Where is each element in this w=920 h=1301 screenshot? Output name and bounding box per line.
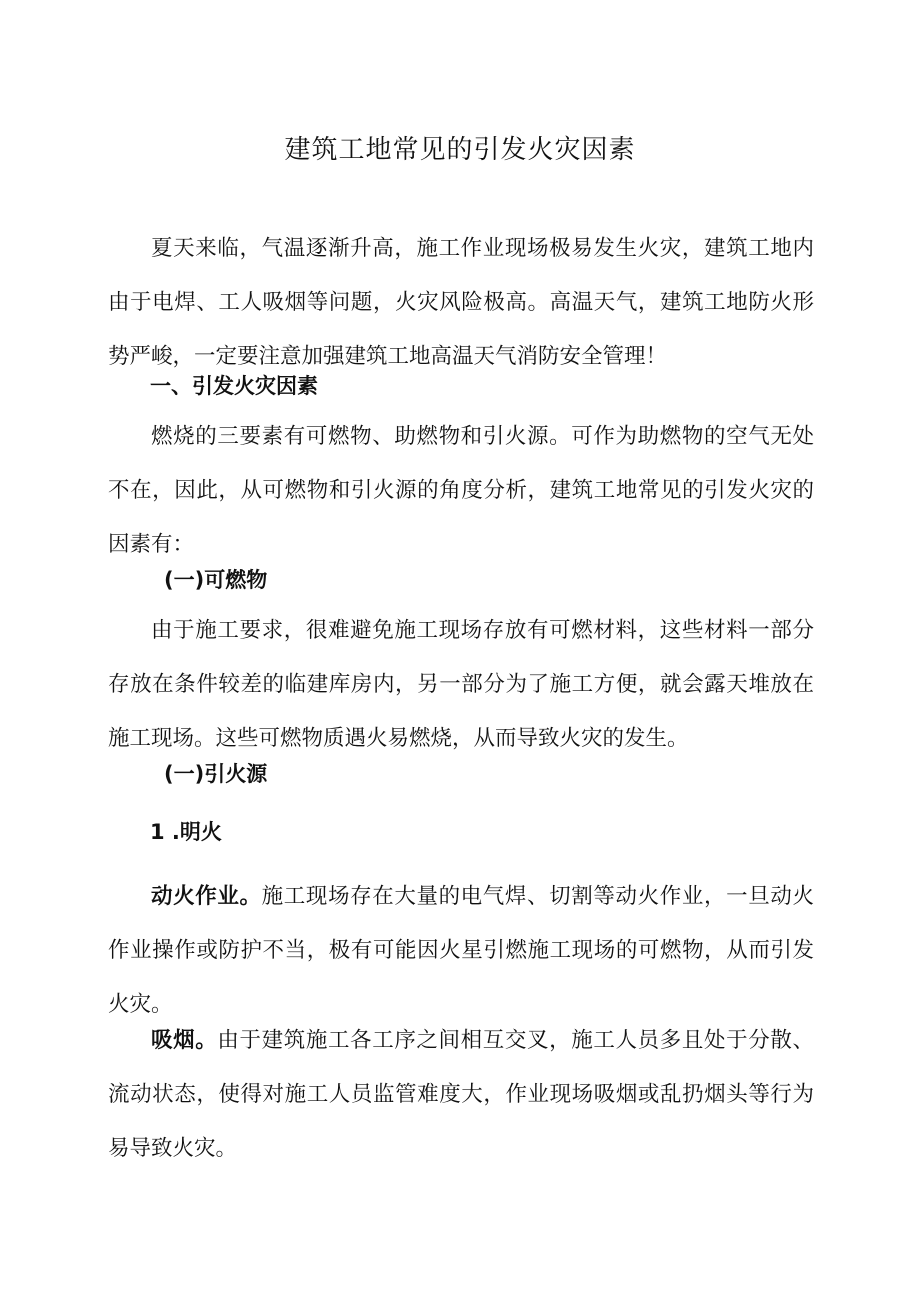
- paragraph-combustibles: 由于施工要求，很难避免施工现场存放有可燃材料，这些材料一部分存放在条件较差的临建库房内，另一部分为了施工方便，就会露天堆放在施工现场。这些可燃物质遇火易燃烧，从而导致火灾的发生。: [108, 618, 814, 751]
- text-smoking: 由于建筑施工各工序之间相互交叉，施工人员多且处于分散、流动状态，使得对施工人员监管难度大，作业现场吸烟或乱扔烟头等行为易导致火灾。: [108, 1028, 814, 1161]
- section-paragraph-combustion: 燃烧的三要素有可燃物、助燃物和引火源。可作为助燃物的空气无处不在，因此，从可燃物和引火源的角度分析，建筑工地常见的引发火灾的因素有：: [108, 424, 814, 557]
- section-heading-fire-factors: 一、引发火灾因素: [150, 374, 318, 398]
- subheading-combustibles: (一)可燃物: [164, 568, 268, 592]
- document-title: 建筑工地常见的引发火灾因素: [284, 135, 636, 165]
- item-heading-open-flame: 1 .明火: [150, 820, 222, 844]
- paragraph-smoking: [108, 1014, 814, 1176]
- paragraph-hot-work: [108, 870, 814, 1032]
- subheading-ignition-sources: (一)引火源: [164, 762, 268, 786]
- intro-paragraph: 夏天来临，气温逐渐升高，施工作业现场极易发生火灾，建筑工地内由于电焊、工人吸烟等问题，火灾风险极高。高温天气，建筑工地防火形势严峻，一定要注意加强建筑工地高温天气消防安全管理！: [108, 236, 814, 369]
- lead-hot-work: 动火作业。: [151, 884, 262, 909]
- text-hot-work: 施工现场存在大量的电气焊、切割等动火作业，一旦动火作业操作或防护不当，极有可能因火星引燃施工现场的可燃物，从而引发火灾。: [108, 884, 814, 1017]
- lead-smoking: 吸烟。: [151, 1028, 218, 1053]
